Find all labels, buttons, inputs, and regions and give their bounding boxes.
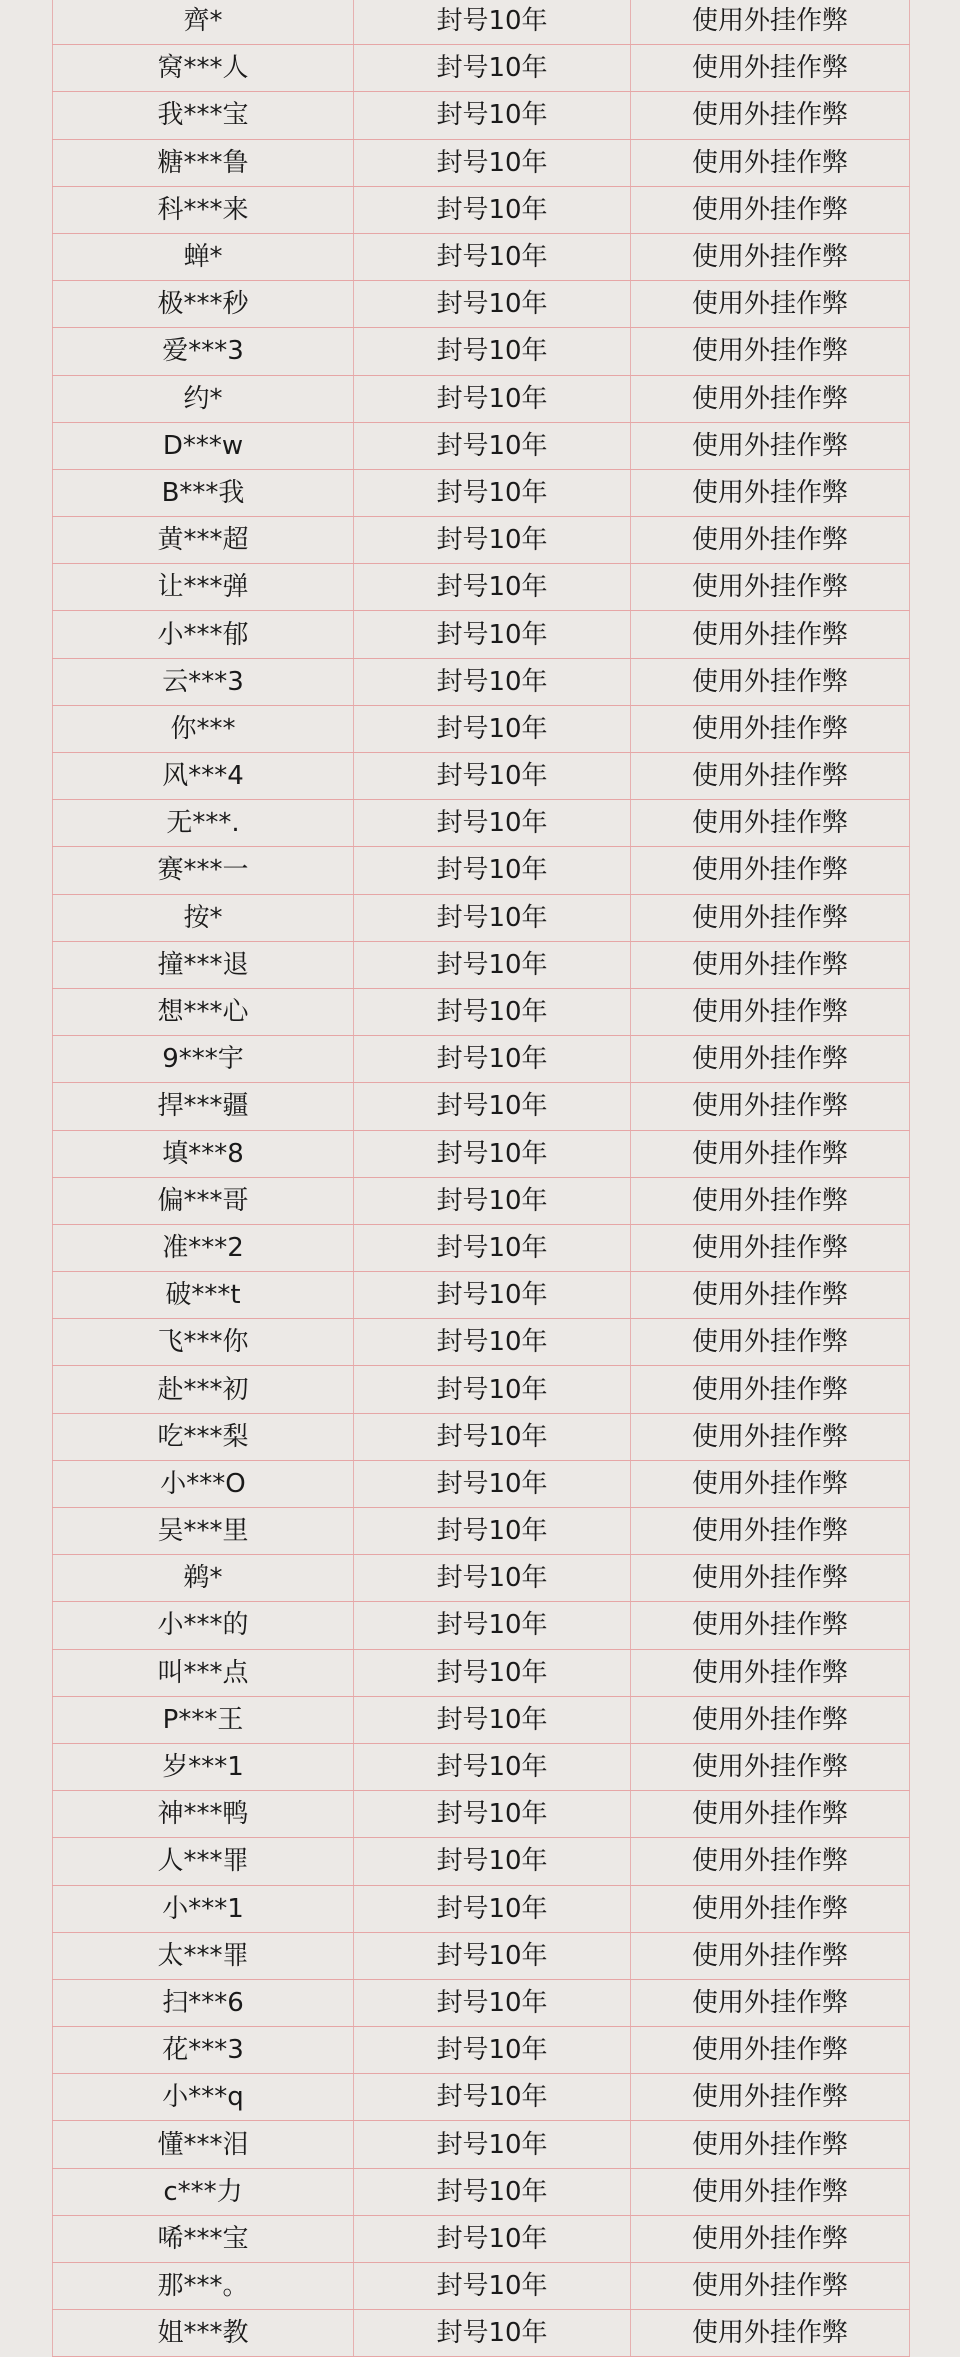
player-name-cell: 无***.	[53, 800, 354, 847]
penalty-cell: 封号10年	[354, 1083, 631, 1130]
reason-cell: 使用外挂作弊	[631, 1224, 910, 1271]
reason-cell: 使用外挂作弊	[631, 1885, 910, 1932]
reason-cell: 使用外挂作弊	[631, 2027, 910, 2074]
penalty-cell: 封号10年	[354, 1177, 631, 1224]
player-name-cell: 9***宇	[53, 1036, 354, 1083]
reason-cell: 使用外挂作弊	[631, 1979, 910, 2026]
player-name-cell: 偏***哥	[53, 1177, 354, 1224]
penalty-cell: 封号10年	[354, 800, 631, 847]
reason-cell: 使用外挂作弊	[631, 45, 910, 92]
table-row	[53, 1508, 910, 1555]
table-row	[53, 1602, 910, 1649]
table-row	[53, 1885, 910, 1932]
reason-cell: 使用外挂作弊	[631, 988, 910, 1035]
reason-cell: 使用外挂作弊	[631, 1555, 910, 1602]
table-row	[53, 0, 910, 45]
table-row	[53, 517, 910, 564]
reason-cell: 使用外挂作弊	[631, 2215, 910, 2262]
reason-cell: 使用外挂作弊	[631, 1791, 910, 1838]
table-row	[53, 1036, 910, 1083]
penalty-cell: 封号10年	[354, 2215, 631, 2262]
table-row	[53, 1272, 910, 1319]
player-name-cell: 太***罪	[53, 1932, 354, 1979]
table-row	[53, 1555, 910, 1602]
table-row	[53, 564, 910, 611]
player-name-cell: 岁***1	[53, 1743, 354, 1790]
table-row	[53, 1319, 910, 1366]
penalty-cell: 封号10年	[354, 1272, 631, 1319]
penalty-cell: 封号10年	[354, 375, 631, 422]
penalty-cell: 封号10年	[354, 2074, 631, 2121]
penalty-cell: 封号10年	[354, 45, 631, 92]
reason-cell: 使用外挂作弊	[631, 422, 910, 469]
player-name-cell: 破***t	[53, 1272, 354, 1319]
penalty-cell: 封号10年	[354, 1602, 631, 1649]
penalty-cell: 封号10年	[354, 517, 631, 564]
penalty-cell: 封号10年	[354, 186, 631, 233]
reason-cell: 使用外挂作弊	[631, 186, 910, 233]
penalty-cell: 封号10年	[354, 281, 631, 328]
reason-cell: 使用外挂作弊	[631, 375, 910, 422]
reason-cell: 使用外挂作弊	[631, 139, 910, 186]
player-name-cell: 窝***人	[53, 45, 354, 92]
reason-cell: 使用外挂作弊	[631, 800, 910, 847]
penalty-cell: 封号10年	[354, 753, 631, 800]
penalty-cell: 封号10年	[354, 1696, 631, 1743]
table-row	[53, 1932, 910, 1979]
player-name-cell: 人***罪	[53, 1838, 354, 1885]
penalty-cell: 封号10年	[354, 1130, 631, 1177]
reason-cell: 使用外挂作弊	[631, 1319, 910, 1366]
player-name-cell: 科***来	[53, 186, 354, 233]
player-name-cell: B***我	[53, 469, 354, 516]
table-row	[53, 1224, 910, 1271]
player-name-cell: 云***3	[53, 658, 354, 705]
table-row	[53, 705, 910, 752]
table-row	[53, 375, 910, 422]
penalty-cell: 封号10年	[354, 2310, 631, 2357]
penalty-cell: 封号10年	[354, 1224, 631, 1271]
player-name-cell: 赴***初	[53, 1366, 354, 1413]
reason-cell: 使用外挂作弊	[631, 517, 910, 564]
penalty-cell: 封号10年	[354, 941, 631, 988]
table-row	[53, 281, 910, 328]
reason-cell: 使用外挂作弊	[631, 847, 910, 894]
player-name-cell: 赛***一	[53, 847, 354, 894]
table-row	[53, 92, 910, 139]
player-name-cell: 小***的	[53, 1602, 354, 1649]
player-name-cell: 捍***疆	[53, 1083, 354, 1130]
penalty-cell: 封号10年	[354, 894, 631, 941]
penalty-cell: 封号10年	[354, 328, 631, 375]
player-name-cell: 糖***鲁	[53, 139, 354, 186]
reason-cell: 使用外挂作弊	[631, 1602, 910, 1649]
reason-cell: 使用外挂作弊	[631, 1838, 910, 1885]
table-row	[53, 800, 910, 847]
reason-cell: 使用外挂作弊	[631, 1743, 910, 1790]
penalty-cell: 封号10年	[354, 1036, 631, 1083]
table-row	[53, 45, 910, 92]
table-row	[53, 422, 910, 469]
player-name-cell: 吴***里	[53, 1508, 354, 1555]
table-row	[53, 1743, 910, 1790]
ban-list-body	[53, 0, 910, 2357]
table-row	[53, 1130, 910, 1177]
player-name-cell: 姐***教	[53, 2310, 354, 2357]
table-row	[53, 2121, 910, 2168]
player-name-cell: 想***心	[53, 988, 354, 1035]
player-name-cell: 鹈*	[53, 1555, 354, 1602]
player-name-cell: 我***宝	[53, 92, 354, 139]
player-name-cell: 你***	[53, 705, 354, 752]
player-name-cell: c***力	[53, 2168, 354, 2215]
table-row	[53, 753, 910, 800]
penalty-cell: 封号10年	[354, 1743, 631, 1790]
penalty-cell: 封号10年	[354, 1366, 631, 1413]
reason-cell: 使用外挂作弊	[631, 1460, 910, 1507]
reason-cell: 使用外挂作弊	[631, 705, 910, 752]
player-name-cell: 准***2	[53, 1224, 354, 1271]
reason-cell: 使用外挂作弊	[631, 1413, 910, 1460]
reason-cell: 使用外挂作弊	[631, 2310, 910, 2357]
reason-cell: 使用外挂作弊	[631, 2121, 910, 2168]
player-name-cell: 齊*	[53, 0, 354, 45]
penalty-cell: 封号10年	[354, 611, 631, 658]
table-row	[53, 186, 910, 233]
penalty-cell: 封号10年	[354, 2168, 631, 2215]
reason-cell: 使用外挂作弊	[631, 469, 910, 516]
penalty-cell: 封号10年	[354, 1555, 631, 1602]
penalty-cell: 封号10年	[354, 1460, 631, 1507]
penalty-cell: 封号10年	[354, 705, 631, 752]
reason-cell: 使用外挂作弊	[631, 92, 910, 139]
player-name-cell: 扫***6	[53, 1979, 354, 2026]
player-name-cell: 懂***泪	[53, 2121, 354, 2168]
penalty-cell: 封号10年	[354, 1319, 631, 1366]
table-row	[53, 233, 910, 280]
reason-cell: 使用外挂作弊	[631, 1696, 910, 1743]
table-row	[53, 1177, 910, 1224]
reason-cell: 使用外挂作弊	[631, 658, 910, 705]
player-name-cell: 撞***退	[53, 941, 354, 988]
table-row	[53, 1083, 910, 1130]
reason-cell: 使用外挂作弊	[631, 1649, 910, 1696]
penalty-cell: 封号10年	[354, 1838, 631, 1885]
table-row	[53, 139, 910, 186]
reason-cell: 使用外挂作弊	[631, 753, 910, 800]
penalty-cell: 封号10年	[354, 2263, 631, 2310]
penalty-cell: 封号10年	[354, 1791, 631, 1838]
table-row	[53, 2215, 910, 2262]
reason-cell: 使用外挂作弊	[631, 1083, 910, 1130]
reason-cell: 使用外挂作弊	[631, 1036, 910, 1083]
reason-cell: 使用外挂作弊	[631, 0, 910, 45]
reason-cell: 使用外挂作弊	[631, 2263, 910, 2310]
penalty-cell: 封号10年	[354, 1508, 631, 1555]
table-row	[53, 1838, 910, 1885]
reason-cell: 使用外挂作弊	[631, 1932, 910, 1979]
reason-cell: 使用外挂作弊	[631, 1130, 910, 1177]
table-row	[53, 328, 910, 375]
player-name-cell: 风***4	[53, 753, 354, 800]
table-row	[53, 1460, 910, 1507]
penalty-cell: 封号10年	[354, 988, 631, 1035]
player-name-cell: P***王	[53, 1696, 354, 1743]
reason-cell: 使用外挂作弊	[631, 611, 910, 658]
penalty-cell: 封号10年	[354, 1885, 631, 1932]
table-row	[53, 2074, 910, 2121]
player-name-cell: D***w	[53, 422, 354, 469]
player-name-cell: 唏***宝	[53, 2215, 354, 2262]
table-row	[53, 1791, 910, 1838]
reason-cell: 使用外挂作弊	[631, 564, 910, 611]
reason-cell: 使用外挂作弊	[631, 1366, 910, 1413]
table-row	[53, 1696, 910, 1743]
player-name-cell: 按*	[53, 894, 354, 941]
table-row	[53, 2027, 910, 2074]
player-name-cell: 填***8	[53, 1130, 354, 1177]
player-name-cell: 吃***梨	[53, 1413, 354, 1460]
reason-cell: 使用外挂作弊	[631, 281, 910, 328]
penalty-cell: 封号10年	[354, 233, 631, 280]
player-name-cell: 小***q	[53, 2074, 354, 2121]
table-row	[53, 1413, 910, 1460]
player-name-cell: 那***。	[53, 2263, 354, 2310]
player-name-cell: 飞***你	[53, 1319, 354, 1366]
player-name-cell: 黄***超	[53, 517, 354, 564]
table-row	[53, 611, 910, 658]
penalty-cell: 封号10年	[354, 658, 631, 705]
player-name-cell: 小***O	[53, 1460, 354, 1507]
table-row	[53, 2310, 910, 2357]
table-row	[53, 2263, 910, 2310]
penalty-cell: 封号10年	[354, 469, 631, 516]
reason-cell: 使用外挂作弊	[631, 941, 910, 988]
penalty-cell: 封号10年	[354, 1649, 631, 1696]
reason-cell: 使用外挂作弊	[631, 2168, 910, 2215]
table-row	[53, 469, 910, 516]
penalty-cell: 封号10年	[354, 92, 631, 139]
penalty-cell: 封号10年	[354, 1979, 631, 2026]
penalty-cell: 封号10年	[354, 2121, 631, 2168]
table-row	[53, 894, 910, 941]
player-name-cell: 极***秒	[53, 281, 354, 328]
penalty-cell: 封号10年	[354, 2027, 631, 2074]
penalty-cell: 封号10年	[354, 1413, 631, 1460]
player-name-cell: 神***鸭	[53, 1791, 354, 1838]
reason-cell: 使用外挂作弊	[631, 328, 910, 375]
table-row	[53, 1366, 910, 1413]
penalty-cell: 封号10年	[354, 1932, 631, 1979]
penalty-cell: 封号10年	[354, 564, 631, 611]
penalty-cell: 封号10年	[354, 847, 631, 894]
penalty-cell: 封号10年	[354, 0, 631, 45]
penalty-cell: 封号10年	[354, 139, 631, 186]
table-row	[53, 941, 910, 988]
player-name-cell: 让***弹	[53, 564, 354, 611]
reason-cell: 使用外挂作弊	[631, 1508, 910, 1555]
table-row	[53, 988, 910, 1035]
penalty-cell: 封号10年	[354, 422, 631, 469]
player-name-cell: 叫***点	[53, 1649, 354, 1696]
reason-cell: 使用外挂作弊	[631, 1177, 910, 1224]
player-name-cell: 花***3	[53, 2027, 354, 2074]
table-row	[53, 847, 910, 894]
player-name-cell: 小***郁	[53, 611, 354, 658]
player-name-cell: 小***1	[53, 1885, 354, 1932]
table-row	[53, 1979, 910, 2026]
player-name-cell: 爱***3	[53, 328, 354, 375]
table-row	[53, 658, 910, 705]
player-name-cell: 蝉*	[53, 233, 354, 280]
reason-cell: 使用外挂作弊	[631, 233, 910, 280]
ban-list-table	[52, 0, 910, 2357]
reason-cell: 使用外挂作弊	[631, 894, 910, 941]
reason-cell: 使用外挂作弊	[631, 2074, 910, 2121]
table-row	[53, 1649, 910, 1696]
table-row	[53, 2168, 910, 2215]
reason-cell: 使用外挂作弊	[631, 1272, 910, 1319]
player-name-cell: 约*	[53, 375, 354, 422]
